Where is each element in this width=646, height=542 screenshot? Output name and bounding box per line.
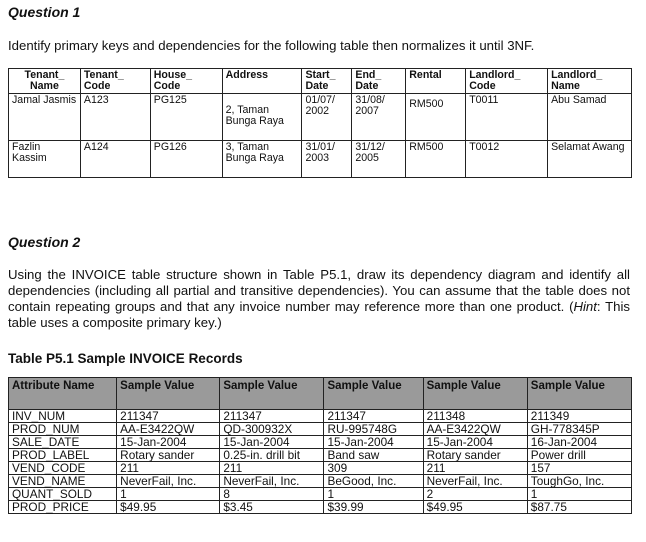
sample-value-cell: 15-Jan-2004	[117, 436, 220, 449]
table-row	[9, 141, 632, 178]
sample-value-cell: 211347	[324, 410, 423, 423]
hint-open: (	[569, 299, 574, 314]
table-cell: 01/07/ 2002	[302, 94, 352, 141]
sample-value-cell: NeverFail, Inc.	[423, 475, 527, 488]
sample-value-cell: 1	[117, 488, 220, 501]
header-cell: Attribute Name	[9, 378, 117, 410]
sample-value-cell: 211	[117, 462, 220, 475]
table-cell: T0012	[466, 141, 548, 178]
table-cell: Jamal Jasmis	[9, 94, 81, 141]
sample-value-cell: $49.95	[423, 501, 527, 514]
sample-value-cell: 211	[423, 462, 527, 475]
table-row	[9, 410, 632, 423]
sample-value-cell: $49.95	[117, 501, 220, 514]
invoice-table	[8, 377, 632, 514]
sample-value-cell: 211347	[220, 410, 324, 423]
sample-value-cell: $39.99	[324, 501, 423, 514]
header-cell: Tenant_ Code	[80, 69, 150, 94]
question-2-prompt-text: Using the INVOICE table structure shown in Table P5.1, draw its dependency diagram and identify all dependencies (including all partial and transitive dependencies). You can assume that the table does not contain repeating groups and that any invoice number may reference more than one product.	[8, 267, 630, 314]
sample-value-cell: ToughGo, Inc.	[527, 475, 631, 488]
sample-value-cell: Rotary sander	[117, 449, 220, 462]
header-cell: Tenant_ Name	[9, 69, 81, 94]
table-cell: RM500	[406, 141, 466, 178]
table-row	[9, 436, 632, 449]
table-cell: 31/01/ 2003	[302, 141, 352, 178]
header-cell: Address	[222, 69, 302, 94]
sample-value-cell: 2	[423, 488, 527, 501]
header-cell: Sample Value	[527, 378, 631, 410]
table-cell: Abu Samad	[548, 94, 632, 141]
table-cell: RM500	[406, 94, 466, 141]
table-row	[9, 475, 632, 488]
sample-value-cell: 15-Jan-2004	[220, 436, 324, 449]
table-caption: Table P5.1 Sample INVOICE Records	[8, 351, 243, 366]
sample-value-cell: Rotary sander	[423, 449, 527, 462]
attribute-name-cell: INV_NUM	[9, 410, 117, 423]
sample-value-cell: Band saw	[324, 449, 423, 462]
attribute-name-cell: SALE_DATE	[9, 436, 117, 449]
sample-value-cell: QD-300932X	[220, 423, 324, 436]
header-cell: Start_ Date	[302, 69, 352, 94]
table-cell: PG125	[150, 94, 222, 141]
header-cell: Sample Value	[324, 378, 423, 410]
question-1-title: Question 1	[8, 4, 81, 20]
sample-value-cell: AA-E3422QW	[423, 423, 527, 436]
table-cell: 31/12/ 2005	[352, 141, 406, 178]
attribute-name-cell: PROD_NUM	[9, 423, 117, 436]
sample-value-cell: 8	[220, 488, 324, 501]
table-row	[9, 94, 632, 141]
sample-value-cell: 211347	[117, 410, 220, 423]
sample-value-cell: $87.75	[527, 501, 631, 514]
header-cell: House_ Code	[150, 69, 222, 94]
sample-value-cell: 211	[220, 462, 324, 475]
table-row	[9, 462, 632, 475]
sample-value-cell: GH-778345P	[527, 423, 631, 436]
table-cell: A123	[80, 94, 150, 141]
question-2-prompt	[8, 267, 630, 331]
header-cell: Landlord_ Name	[548, 69, 632, 94]
sample-value-cell: NeverFail, Inc.	[220, 475, 324, 488]
header-cell: Landlord_ Code	[466, 69, 548, 94]
invoice-table-header	[9, 378, 632, 410]
question-2-title: Question 2	[8, 234, 81, 250]
table-row	[9, 501, 632, 514]
header-cell: End_ Date	[352, 69, 406, 94]
header-cell: Sample Value	[423, 378, 527, 410]
sample-value-cell: 1	[324, 488, 423, 501]
sample-value-cell: 211348	[423, 410, 527, 423]
table-row	[9, 488, 632, 501]
sample-value-cell: 15-Jan-2004	[423, 436, 527, 449]
question-1-prompt: Identify primary keys and dependencies for the following table then normalizes it until 3NF.	[8, 38, 535, 53]
table-row	[9, 449, 632, 462]
tenant-table	[8, 68, 632, 178]
sample-value-cell: 211349	[527, 410, 631, 423]
tenant-table-header	[9, 69, 632, 94]
table-cell: A124	[80, 141, 150, 178]
sample-value-cell: 16-Jan-2004	[527, 436, 631, 449]
sample-value-cell: 0.25-in. drill bit	[220, 449, 324, 462]
header-cell: Sample Value	[117, 378, 220, 410]
sample-value-cell: AA-E3422QW	[117, 423, 220, 436]
table-cell: Selamat Awang	[548, 141, 632, 178]
attribute-name-cell: PROD_LABEL	[9, 449, 117, 462]
sample-value-cell: 157	[527, 462, 631, 475]
header-cell: Rental	[406, 69, 466, 94]
table-cell: 31/08/ 2007	[352, 94, 406, 141]
hint-label: Hint	[573, 299, 597, 314]
table-cell: 2, Taman Bunga Raya	[222, 94, 302, 141]
sample-value-cell: Power drill	[527, 449, 631, 462]
table-cell: Fazlin Kassim	[9, 141, 81, 178]
attribute-name-cell: VEND_NAME	[9, 475, 117, 488]
table-cell: 3, Taman Bunga Raya	[222, 141, 302, 178]
sample-value-cell: NeverFail, Inc.	[117, 475, 220, 488]
sample-value-cell: BeGood, Inc.	[324, 475, 423, 488]
header-cell: Sample Value	[220, 378, 324, 410]
table-cell: T0011	[466, 94, 548, 141]
attribute-name-cell: QUANT_SOLD	[9, 488, 117, 501]
table-row	[9, 423, 632, 436]
sample-value-cell: 1	[527, 488, 631, 501]
hint-text: : This table uses a composite primary key.)	[8, 299, 630, 330]
sample-value-cell: 15-Jan-2004	[324, 436, 423, 449]
attribute-name-cell: VEND_CODE	[9, 462, 117, 475]
attribute-name-cell: PROD_PRICE	[9, 501, 117, 514]
sample-value-cell: 309	[324, 462, 423, 475]
sample-value-cell: RU-995748G	[324, 423, 423, 436]
table-cell: PG126	[150, 141, 222, 178]
sample-value-cell: $3.45	[220, 501, 324, 514]
